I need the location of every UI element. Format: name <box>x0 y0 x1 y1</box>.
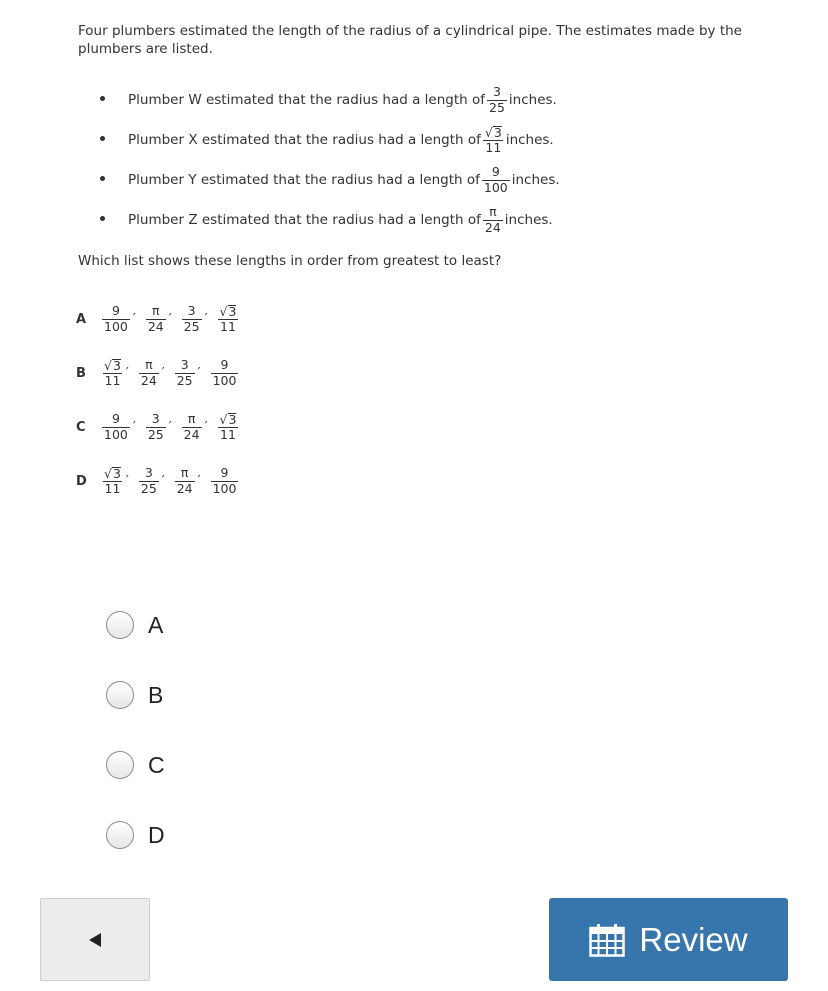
radicand: 3 <box>112 357 121 373</box>
option-letter: C <box>76 419 86 435</box>
numerator: 9 <box>111 303 120 318</box>
option-fractions <box>100 305 248 334</box>
denominator: 11 <box>220 319 236 334</box>
estimate-text: Plumber Y estimated that the radius had a length of <box>128 172 480 188</box>
fraction <box>146 305 166 333</box>
denominator: 25 <box>489 99 505 115</box>
radio-button[interactable] <box>106 751 134 779</box>
denominator: 24 <box>140 372 157 388</box>
option-fraction-item <box>209 467 241 495</box>
radicand: 3 <box>228 411 237 427</box>
denominator: 11 <box>485 140 502 155</box>
option-fraction-item <box>100 467 129 496</box>
fraction <box>211 359 239 387</box>
separator-comma: ′ <box>168 311 172 327</box>
numerator <box>218 413 239 428</box>
numerator <box>102 359 123 374</box>
sqrt-symbol: √ <box>219 303 228 319</box>
fraction <box>102 413 130 441</box>
separator-comma: ′ <box>197 365 201 381</box>
option-fraction-item <box>144 305 172 333</box>
numerator: 3 <box>151 411 160 426</box>
answer-label: C <box>148 751 165 778</box>
answer-label: D <box>148 821 165 848</box>
option-fraction-item <box>216 305 241 334</box>
numerator: 9 <box>111 411 120 426</box>
option-fraction-item <box>137 467 165 495</box>
denominator: 100 <box>212 480 237 496</box>
separator-comma: ′ <box>161 365 165 381</box>
estimate-text: Plumber Z estimated that the radius had a length of <box>128 212 481 228</box>
numerator: π <box>489 204 497 219</box>
fraction <box>102 359 123 388</box>
numerator <box>483 126 504 141</box>
option-fraction-item <box>100 359 129 388</box>
denominator: 25 <box>147 426 164 442</box>
fraction <box>483 206 503 234</box>
unit-text: inches. <box>508 92 557 108</box>
denominator: 24 <box>176 480 193 496</box>
option-fraction-item <box>180 305 208 333</box>
sqrt-symbol: √ <box>484 124 493 140</box>
denominator: 100 <box>212 372 237 388</box>
radicand: 3 <box>112 465 121 481</box>
radicand: 3 <box>228 303 237 319</box>
separator-comma: ′ <box>204 311 208 327</box>
bullet-dot <box>100 216 105 221</box>
numerator: 9 <box>220 357 229 372</box>
review-button[interactable] <box>549 898 788 981</box>
option-letter: B <box>76 365 86 381</box>
option-fraction-item <box>180 413 208 441</box>
answer-label: A <box>148 611 164 638</box>
option-b <box>76 346 248 400</box>
radio-button[interactable] <box>106 681 134 709</box>
answer-label: B <box>148 681 164 708</box>
option-c <box>76 400 248 454</box>
numerator: 9 <box>491 164 500 179</box>
radio-button[interactable] <box>106 821 134 849</box>
question-stem: Four plumbers estimated the length of the radius of a cylindrical pipe. The estimates made by the plumbers are listed. <box>78 23 742 57</box>
fraction <box>139 467 159 495</box>
denominator: 100 <box>483 179 508 195</box>
fraction <box>211 467 239 495</box>
fraction <box>139 359 159 387</box>
denominator: 25 <box>183 318 200 334</box>
numerator: 3 <box>492 84 501 99</box>
bullet-dot <box>100 96 105 101</box>
fraction <box>483 126 504 155</box>
option-fraction-item <box>137 359 165 387</box>
option-fraction-item <box>173 359 201 387</box>
denominator: 24 <box>147 318 164 334</box>
review-label: Review <box>639 920 748 958</box>
fraction <box>218 305 239 334</box>
sqrt-symbol: √ <box>104 357 112 373</box>
radicand: 3 <box>493 124 502 140</box>
separator-comma: ′ <box>125 473 129 489</box>
unit-text: inches. <box>505 132 554 148</box>
fraction <box>102 467 123 496</box>
separator-comma: ′ <box>161 473 165 489</box>
option-fraction-item <box>216 413 241 442</box>
option-letter: D <box>76 473 87 489</box>
option-fraction-item <box>100 413 136 441</box>
fraction <box>175 359 195 387</box>
fraction <box>146 413 166 441</box>
estimate-text: Plumber W estimated that the radius had a length of <box>128 92 485 108</box>
separator-comma: ′ <box>168 419 172 435</box>
denominator: 11 <box>220 427 236 442</box>
option-fraction-item <box>209 359 241 387</box>
numerator: π <box>145 357 153 372</box>
numerator: π <box>152 303 160 318</box>
separator-comma: ′ <box>125 365 129 381</box>
question-prompt: Which list shows these lengths in order from greatest to least? <box>78 253 502 269</box>
fraction <box>175 467 195 495</box>
denominator: 24 <box>183 426 200 442</box>
numerator: π <box>180 465 189 480</box>
option-fractions <box>100 413 248 442</box>
answer-choice-c[interactable] <box>106 730 165 800</box>
separator-comma: ′ <box>132 419 136 435</box>
bullet-dot <box>100 176 105 181</box>
numerator <box>102 467 123 482</box>
answer-choice-a[interactable] <box>106 590 165 660</box>
separator-comma: ′ <box>204 419 208 435</box>
option-fractions <box>100 359 248 388</box>
answer-choice-b[interactable] <box>106 660 165 730</box>
option-d <box>76 454 248 508</box>
sqrt-symbol: √ <box>219 411 228 427</box>
option-fraction-item <box>173 467 201 495</box>
separator-comma: ′ <box>132 311 136 327</box>
radio-button[interactable] <box>106 611 134 639</box>
numerator: 3 <box>180 357 189 372</box>
option-fractions <box>100 467 248 496</box>
triangle-left-icon <box>88 932 102 948</box>
denominator: 24 <box>484 219 501 235</box>
option-fraction-item <box>100 305 136 333</box>
denominator: 100 <box>104 426 128 442</box>
option-list <box>76 292 248 508</box>
back-button[interactable] <box>40 898 150 981</box>
option-fraction-item <box>144 413 172 441</box>
bullet-dot <box>100 136 105 141</box>
fraction <box>487 86 507 114</box>
option-letter: A <box>76 311 87 327</box>
denominator: 11 <box>104 373 121 388</box>
unit-text: inches. <box>511 172 560 188</box>
fraction <box>482 166 510 194</box>
sqrt-symbol: √ <box>104 465 112 481</box>
fraction <box>182 305 202 333</box>
denominator: 11 <box>104 481 121 496</box>
fraction <box>218 413 239 442</box>
numerator <box>218 305 239 320</box>
numerator: π <box>187 411 196 426</box>
answer-choice-d[interactable] <box>106 800 165 870</box>
denominator: 25 <box>140 480 157 496</box>
separator-comma: ′ <box>197 473 201 489</box>
fraction <box>102 305 130 333</box>
denominator: 25 <box>176 372 193 388</box>
numerator: 9 <box>220 465 229 480</box>
fraction <box>182 413 202 441</box>
numerator: 3 <box>144 465 153 480</box>
calendar-icon <box>589 923 625 957</box>
denominator: 100 <box>104 318 128 334</box>
option-a <box>76 292 248 346</box>
answer-choices <box>106 590 165 870</box>
unit-text: inches. <box>504 212 553 228</box>
estimate-text: Plumber X estimated that the radius had a length of <box>128 132 481 148</box>
numerator: 3 <box>187 303 196 318</box>
